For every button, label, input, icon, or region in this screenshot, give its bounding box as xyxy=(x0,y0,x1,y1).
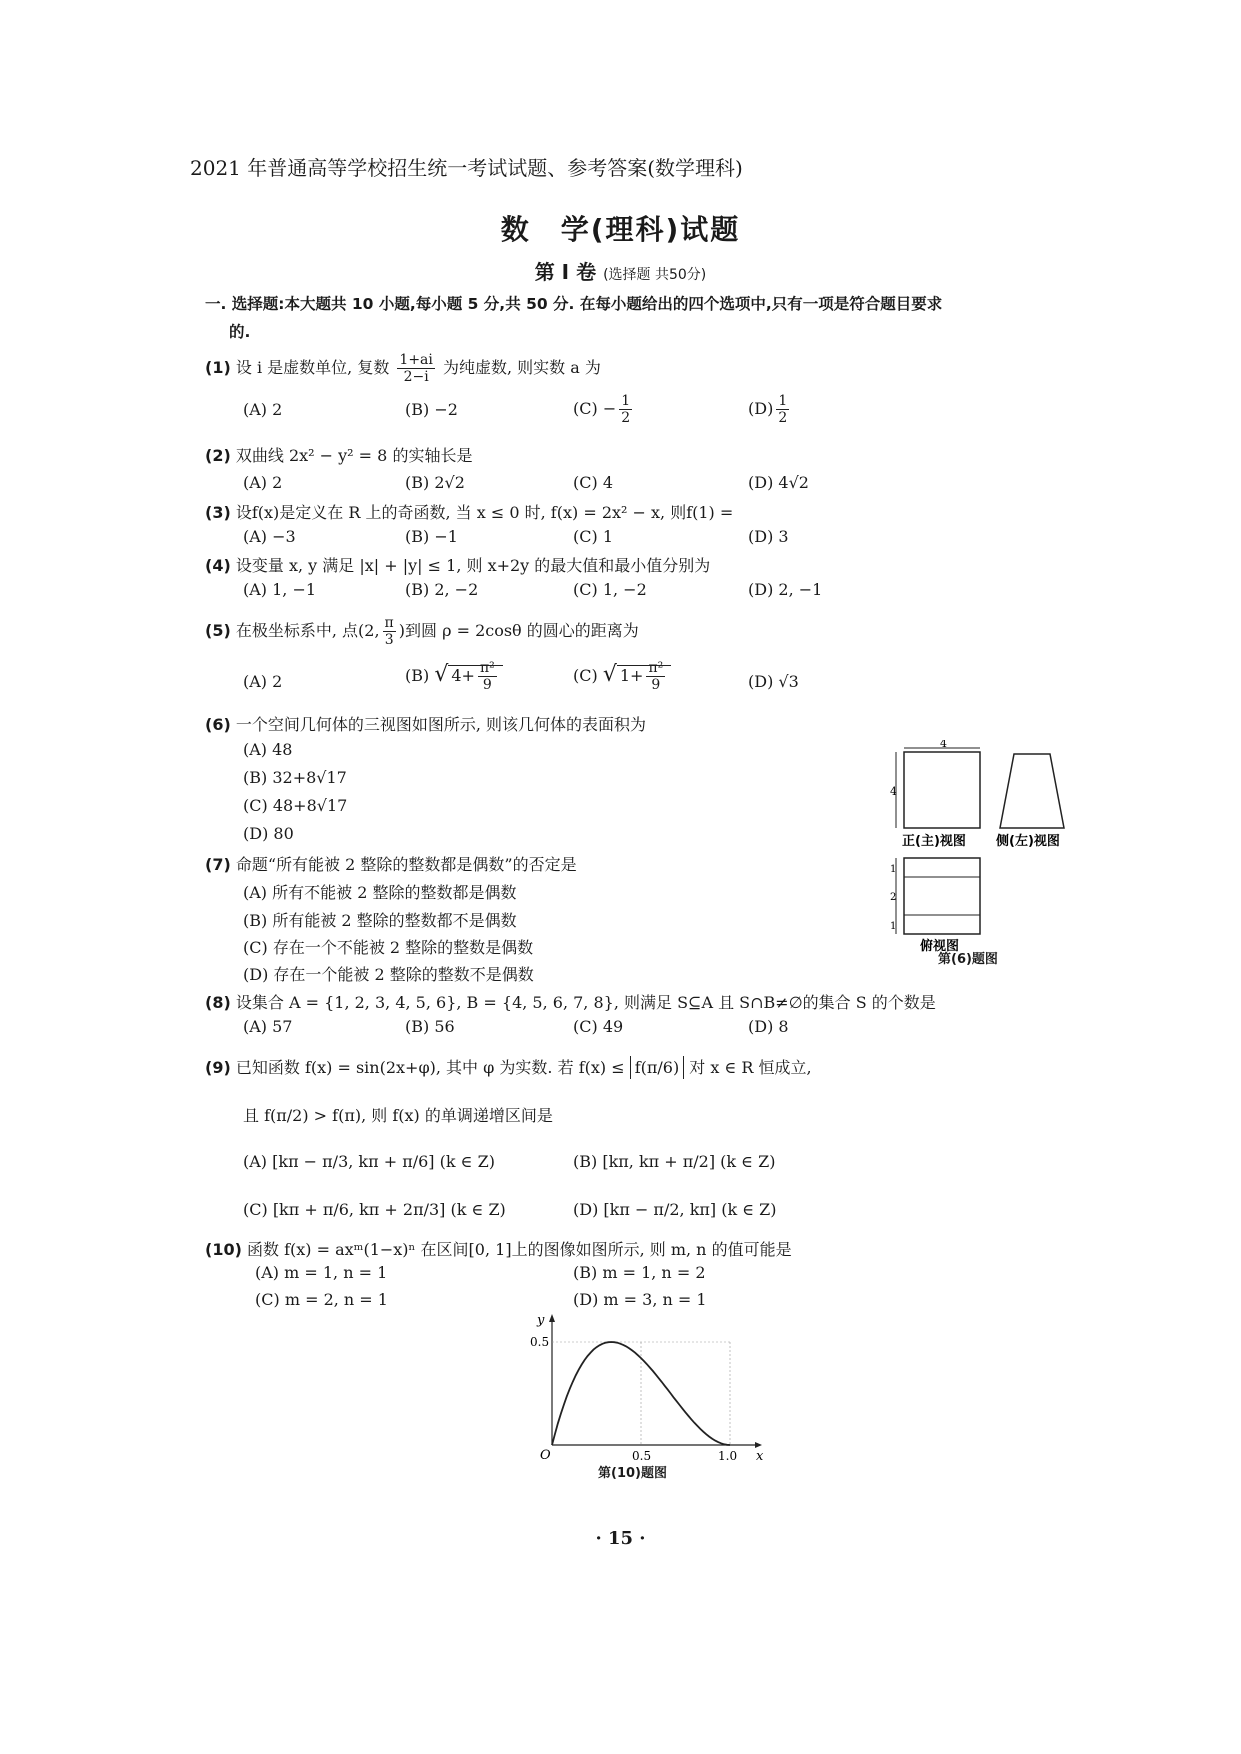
q6-text: 一个空间几何体的三视图如图所示, 则该几何体的表面积为 xyxy=(235,715,647,734)
q5-option-c-radicand xyxy=(617,660,671,693)
tick-x2-label: 1.0 xyxy=(718,1449,738,1460)
q5-option-a: (A) 2 xyxy=(243,672,283,691)
q5-option-b-expr: 4+ xyxy=(451,666,475,685)
q8-option-b: (B) 56 xyxy=(405,1017,455,1036)
q10-text: 函数 f(x) = axᵐ(1−x)ⁿ 在区间[0, 1]上的图像如图所示, 则 m, n 的值可能是 xyxy=(246,1240,792,1259)
q2-text: 双曲线 2x² − y² = 8 的实轴长是 xyxy=(235,446,473,465)
q5-option-b-den: 9 xyxy=(482,677,492,693)
q1-pre: 设 i 是虚数单位, 复数 xyxy=(235,358,390,377)
q2-option-c: (C) 4 xyxy=(573,473,613,492)
section-line1: 一. 选择题:本大题共 10 小题,每小题 5 分,共 50 分. 在每小题给出的四个选项中,只有一项是符合题目要求 xyxy=(205,295,943,313)
q4-number: (4) xyxy=(205,556,231,575)
q6-option-c: (C) 48+8√17 xyxy=(243,796,348,815)
dim-top-label: 4 xyxy=(940,740,947,750)
q9-line2: 且 f(π/2) > f(π), 则 f(x) 的单调递增区间是 xyxy=(243,1106,553,1125)
q9-option-b: (B) [kπ, kπ + π/2] (k ∈ Z) xyxy=(573,1152,776,1171)
volume-sub: (选择题 共50分) xyxy=(603,267,707,283)
q3-text: 设f(x)是定义在 R 上的奇函数, 当 x ≤ 0 时, f(x) = 2x² − x, 则f(1) = xyxy=(235,503,734,522)
q5-option-d: (D) √3 xyxy=(748,672,799,691)
q4-option-d: (D) 2, −1 xyxy=(748,580,823,599)
dim-t2-label: 2 xyxy=(890,892,897,903)
y-axis-label: y xyxy=(537,1313,545,1328)
q4-text: 设变量 x, y 满足 |x| + |y| ≤ 1, 则 x+2y 的最大值和最小值分别为 xyxy=(235,556,711,575)
q8-option-c: (C) 49 xyxy=(573,1017,624,1036)
question-7 xyxy=(205,852,577,875)
front-view-square xyxy=(904,752,980,828)
q1-option-c-den: 2 xyxy=(621,410,631,426)
q5-option-c-expr: 1+ xyxy=(619,666,644,685)
q6-option-a: (A) 48 xyxy=(243,740,293,759)
q1-fraction xyxy=(397,352,434,385)
q7-option-d: (D) 存在一个能被 2 整除的整数不是偶数 xyxy=(243,965,534,984)
q1-option-c xyxy=(573,393,635,426)
q9-abs-value: f(π/6) xyxy=(630,1056,685,1079)
question-10 xyxy=(205,1237,792,1260)
q7-option-c: (C) 存在一个不能被 2 整除的整数是偶数 xyxy=(243,938,534,957)
tick-x1-label: 0.5 xyxy=(632,1449,652,1460)
function-curve xyxy=(552,1342,730,1445)
q8-option-a: (A) 57 xyxy=(243,1017,293,1036)
volume-heading xyxy=(0,256,1241,285)
q8-text: 设集合 A = {1, 2, 3, 4, 5, 6}, B = {4, 5, 6, 7, 8}, 则满足 S⊆A 且 S∩B≠∅的集合 S 的个数是 xyxy=(235,993,936,1012)
q7-number: (7) xyxy=(205,855,231,874)
q1-option-c-frac xyxy=(619,393,632,426)
sqrt-icon: √ xyxy=(434,662,449,687)
sqrt-icon: √ xyxy=(602,662,617,687)
q1-post: 为纯虚数, 则实数 a 为 xyxy=(442,358,601,377)
q5-fraction-num: π xyxy=(384,615,394,631)
q10-option-c: (C) m = 2, n = 1 xyxy=(255,1290,388,1309)
section-line2: 的. xyxy=(229,323,251,341)
volume-main: 第 Ⅰ 卷 xyxy=(534,260,597,284)
q3-number: (3) xyxy=(205,503,231,522)
q1-option-b: (B) −2 xyxy=(405,400,458,419)
q9-number: (9) xyxy=(205,1058,231,1077)
question-3 xyxy=(205,500,733,523)
q3-option-c: (C) 1 xyxy=(573,527,613,546)
q6-option-b: (B) 32+8√17 xyxy=(243,768,347,787)
q1-option-c-label: (C) − xyxy=(573,399,617,418)
q7-text: 命题“所有能被 2 整除的整数都是偶数”的否定是 xyxy=(235,855,577,874)
q5-fraction xyxy=(383,615,396,648)
q5-option-c-label: (C) xyxy=(573,666,598,685)
question-6 xyxy=(205,712,646,735)
question-9 xyxy=(205,1055,812,1078)
question-1 xyxy=(205,352,601,385)
dim-t3-label: 1 xyxy=(890,921,897,932)
q5-pre: 在极坐标系中, 点(2, xyxy=(235,621,380,640)
page-number: · 15 · xyxy=(595,1528,646,1549)
x-axis-label: x xyxy=(756,1449,764,1460)
q5-option-c-num: π² xyxy=(648,660,664,676)
q1-option-d-num: 1 xyxy=(778,393,788,409)
q1-option-d xyxy=(748,393,792,426)
top-view-label: 俯视图 xyxy=(920,939,960,954)
q7-option-a: (A) 所有不能被 2 整除的整数都是偶数 xyxy=(243,883,517,902)
q1-number: (1) xyxy=(205,358,231,377)
q5-option-b-num: π² xyxy=(479,660,495,676)
q3-option-b: (B) −1 xyxy=(405,527,458,546)
q9-option-c: (C) [kπ + π/6, kπ + 2π/3] (k ∈ Z) xyxy=(243,1200,506,1219)
q9-pre: 已知函数 f(x) = sin(2x+φ), 其中 φ 为实数. 若 f(x) ≤ xyxy=(235,1058,630,1077)
doc-header: 2021 年普通高等学校招生统一考试试题、参考答案(数学理科) xyxy=(190,156,743,180)
q1-option-d-frac xyxy=(776,393,789,426)
origin-label: O xyxy=(540,1448,551,1460)
q1-fraction-den: 2−i xyxy=(403,369,429,385)
q1-fraction-num: 1+ai xyxy=(399,352,433,368)
q3-option-a: (A) −3 xyxy=(243,527,296,546)
q5-fraction-den: 3 xyxy=(384,632,394,648)
q1-option-a: (A) 2 xyxy=(243,400,283,419)
side-view-trapezoid xyxy=(1000,754,1064,828)
dim-left-label: 4 xyxy=(890,785,897,798)
q5-post: )到圆 ρ = 2cosθ 的圆心的距离为 xyxy=(398,621,639,640)
q5-option-c xyxy=(573,660,671,693)
q6-three-view-figure xyxy=(890,740,1080,965)
q10-option-b: (B) m = 1, n = 2 xyxy=(573,1263,706,1282)
question-2 xyxy=(205,443,472,466)
question-5 xyxy=(205,615,639,648)
q5-number: (5) xyxy=(205,621,231,640)
q3-option-d: (D) 3 xyxy=(748,527,789,546)
q6-number: (6) xyxy=(205,715,231,734)
dim-t1-label: 1 xyxy=(890,864,897,875)
q5-option-c-den: 9 xyxy=(651,677,661,693)
tick-y-label: 0.5 xyxy=(530,1335,550,1349)
side-view-label: 侧(左)视图 xyxy=(996,834,1060,849)
question-4 xyxy=(205,553,710,576)
q6-caption: 第(6)题图 xyxy=(938,952,998,967)
q2-number: (2) xyxy=(205,446,231,465)
q9-option-a: (A) [kπ − π/3, kπ + π/6] (k ∈ Z) xyxy=(243,1152,495,1171)
q2-option-b: (B) 2√2 xyxy=(405,473,465,492)
question-8 xyxy=(205,990,936,1013)
x-axis-arrow-icon xyxy=(755,1442,762,1448)
front-view-label: 正(主)视图 xyxy=(902,834,966,849)
q1-option-d-den: 2 xyxy=(778,410,788,426)
q1-option-c-num: 1 xyxy=(621,393,631,409)
q9-post: 对 x ∈ R 恒成立, xyxy=(684,1058,812,1077)
q8-number: (8) xyxy=(205,993,231,1012)
q2-option-d: (D) 4√2 xyxy=(748,473,809,492)
q8-option-d: (D) 8 xyxy=(748,1017,789,1036)
q5-option-c-frac xyxy=(646,660,665,693)
q6-option-d: (D) 80 xyxy=(243,824,294,843)
section-instructions xyxy=(205,290,1085,346)
q5-option-b-label: (B) xyxy=(405,666,430,685)
q4-option-b: (B) 2, −2 xyxy=(405,580,479,599)
q10-graph xyxy=(520,1310,770,1460)
q7-option-b: (B) 所有能被 2 整除的整数都不是偶数 xyxy=(243,911,517,930)
q1-option-d-label: (D) xyxy=(748,399,774,418)
q4-option-a: (A) 1, −1 xyxy=(243,580,317,599)
q5-option-b-frac xyxy=(478,660,497,693)
q10-caption: 第(10)题图 xyxy=(598,1466,667,1481)
q5-option-b xyxy=(405,660,503,693)
q10-number: (10) xyxy=(205,1240,242,1259)
q10-option-d: (D) m = 3, n = 1 xyxy=(573,1290,707,1309)
q10-option-a: (A) m = 1, n = 1 xyxy=(255,1263,388,1282)
top-view-square xyxy=(904,858,980,934)
y-axis-arrow-icon xyxy=(549,1314,555,1322)
q5-option-b-radicand xyxy=(448,660,502,693)
q9-option-d: (D) [kπ − π/2, kπ] (k ∈ Z) xyxy=(573,1200,777,1219)
q4-option-c: (C) 1, −2 xyxy=(573,580,647,599)
exam-title: 数 学(理科)试题 xyxy=(500,213,741,246)
q2-option-a: (A) 2 xyxy=(243,473,283,492)
